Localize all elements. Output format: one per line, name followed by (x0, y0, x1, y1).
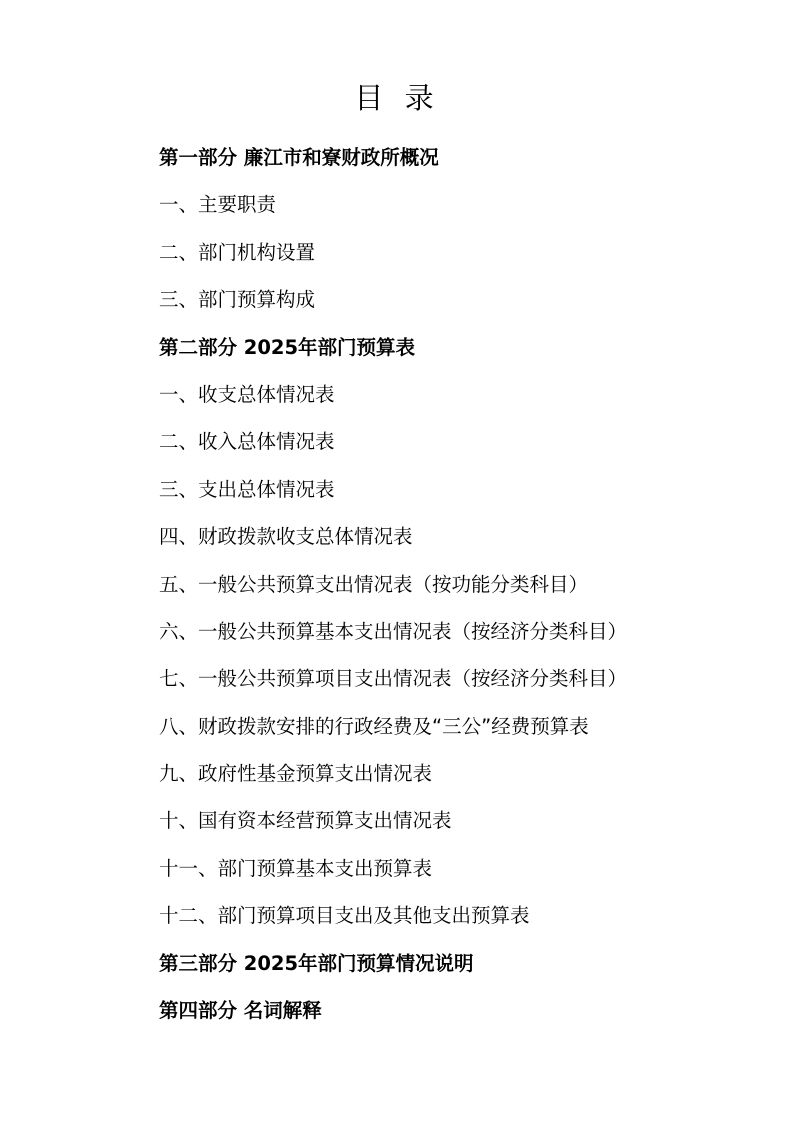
toc-part-heading: 第四部分 名词解释 (159, 999, 322, 1023)
toc-entry: 三、部门预算构成 (159, 288, 316, 312)
toc-entry: 九、政府性基金预算支出情况表 (159, 762, 433, 786)
toc-part-heading: 第二部分 2025年部门预算表 (159, 335, 416, 359)
toc-part-heading: 第三部分 2025年部门预算情况说明 (159, 951, 474, 975)
toc-entry: 一、收支总体情况表 (159, 382, 335, 406)
toc-entry: 十二、部门预算项目支出及其他支出预算表 (159, 904, 530, 928)
toc-entry: 八、财政拨款安排的行政经费及“三公”经费预算表 (159, 714, 589, 738)
page-title: 目 录 (354, 81, 440, 115)
toc-entry: 五、一般公共预算支出情况表（按功能分类科目） (159, 572, 589, 596)
toc-entry: 四、财政拨款收支总体情况表 (159, 525, 413, 549)
toc-entry: 十一、部门预算基本支出预算表 (159, 856, 433, 880)
toc-entry: 六、一般公共预算基本支出情况表（按经济分类科目） (159, 619, 628, 643)
toc-entry: 二、部门机构设置 (159, 240, 316, 264)
toc-entry: 三、支出总体情况表 (159, 477, 335, 501)
toc-entry: 一、主要职责 (159, 193, 277, 217)
toc-entry: 七、一般公共预算项目支出情况表（按经济分类科目） (159, 667, 628, 691)
toc-part-heading: 第一部分 廉江市和寮财政所概况 (159, 146, 439, 169)
table-of-contents (159, 140, 627, 1040)
toc-entry: 十、国有资本经营预算支出情况表 (159, 809, 452, 833)
toc-entry: 二、收入总体情况表 (159, 430, 335, 454)
